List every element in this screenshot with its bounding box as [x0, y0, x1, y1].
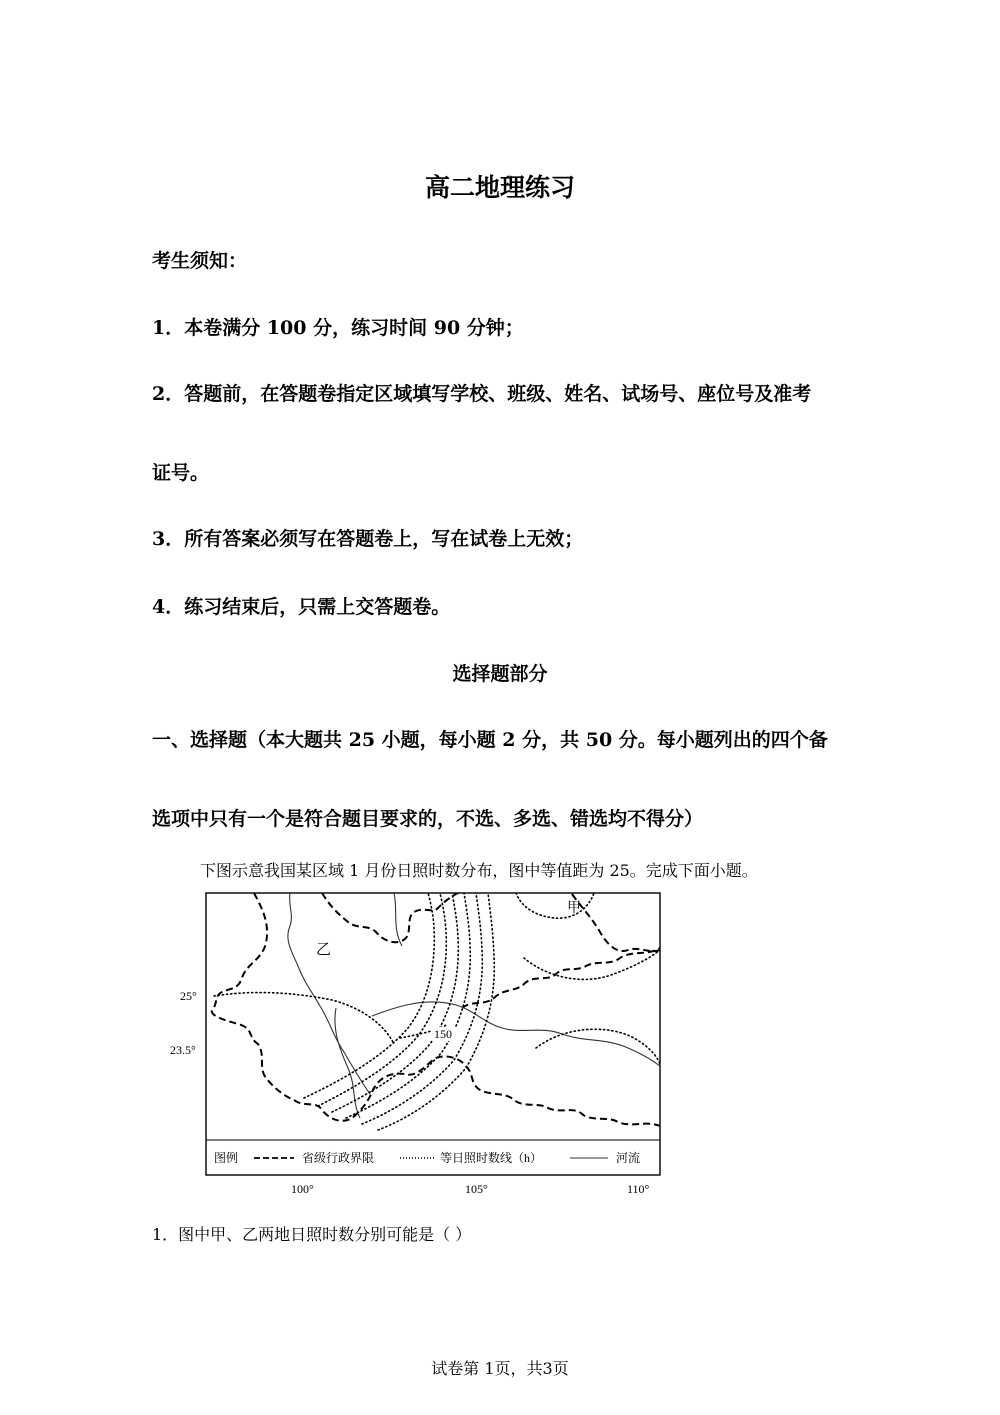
legend-river-label: 河流 — [616, 1151, 641, 1165]
place-label-yi: 乙 — [316, 942, 332, 958]
section-title: 选择题部分 — [452, 663, 548, 685]
legend-boundary-label: 省级行政界限 — [302, 1151, 375, 1165]
notice-item-4: 4．练习结束后，只需上交答题卷。 — [152, 596, 451, 618]
latitude-label-23-5: 23.5° — [170, 1043, 196, 1057]
question-1: 1．图中甲、乙两地日照时数分别可能是（ ） — [152, 1225, 472, 1244]
part-one-heading-line2: 选项中只有一个是符合题目要求的，不选、多选、错选均不得分） — [152, 808, 704, 830]
page-footer: 试卷第 1页，共3页 — [431, 1359, 569, 1378]
sunshine-hours-map — [162, 888, 672, 1200]
longitude-label-105: 105° — [465, 1182, 488, 1196]
latitude-label-25: 25° — [180, 989, 197, 1003]
notice-item-3: 3．所有答案必须写在答题卷上，写在试卷上无效； — [152, 528, 584, 550]
notice-item-2: 2．答题前，在答题卷指定区域填写学校、班级、姓名、试场号、座位号及准考 — [152, 383, 812, 405]
page-title: 高二地理练习 — [424, 173, 575, 202]
part-one-heading-line1: 一、选择题（本大题共 25 小题，每小题 2 分，共 50 分。每小题列出的四个备 — [152, 729, 828, 751]
place-label-jia: 甲 — [567, 901, 581, 916]
legend-isoline-label: 等日照时数线（h） — [440, 1151, 543, 1165]
legend-title: 图例 — [214, 1151, 239, 1165]
question-intro: 下图示意我国某区域 1 月份日照时数分布，图中等值距为 25。完成下面小题。 — [200, 861, 758, 880]
notice-item-1: 1．本卷满分 100 分，练习时间 90 分钟； — [152, 317, 524, 339]
notice-item-2-continued: 证号。 — [152, 462, 210, 484]
longitude-label-100: 100° — [291, 1182, 314, 1196]
contour-label-150: 150 — [434, 1027, 452, 1041]
notice-heading: 考生须知： — [152, 250, 248, 272]
longitude-label-110: 110° — [627, 1182, 650, 1196]
